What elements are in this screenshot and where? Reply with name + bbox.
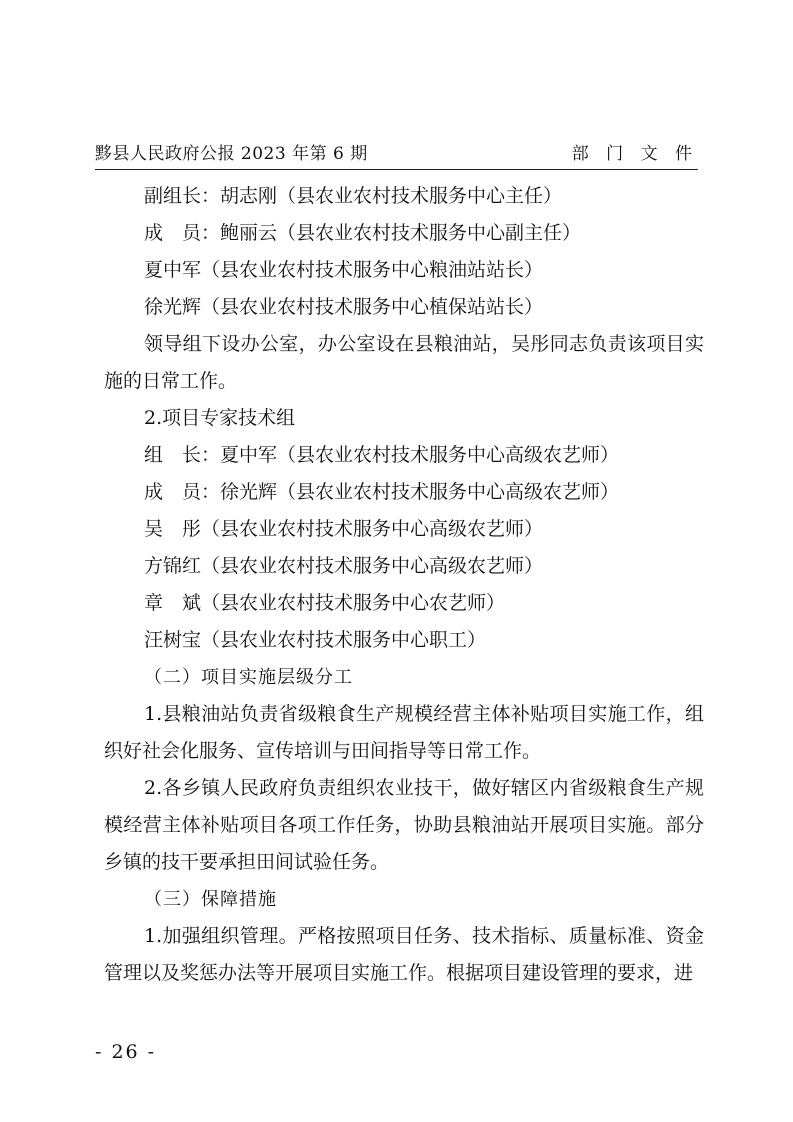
paragraph-member-1: 成 员：鲍丽云（县农业农村技术服务中心副主任）: [144, 222, 582, 244]
paragraph-expert-group-heading: 2.项目专家技术组: [144, 407, 296, 429]
paragraph-safeguard-1: 1.加强组织管理。严格按照项目任务、技术指标、质量标准、资金管理以及奖惩办法等开展项目实施工作。根据项目建设管理的要求，进: [104, 925, 704, 984]
paragraph-expert-leader: 组 长：夏中军（县农业农村技术服务中心高级农艺师）: [144, 444, 620, 466]
paragraph-work-2: 2.各乡镇人民政府负责组织农业技干，做好辖区内省级粮食生产规模经营主体补贴项目各项工作任务，协助县粮油站开展项目实施。部分乡镇的技干要承担田间试验任务。: [104, 777, 704, 873]
subheading-safeguards: （三）保障措施: [144, 889, 277, 910]
paragraph-member-3: 徐光辉（县农业农村技术服务中心植保站站长）: [144, 296, 544, 318]
paragraph-member-2: 夏中军（县农业农村技术服务中心粮油站站长）: [144, 259, 544, 281]
paragraph-expert-member-4: 章 斌（县农业农村技术服务中心农艺师）: [144, 592, 506, 614]
paragraph-expert-member-1: 成 员：徐光辉（县农业农村技术服务中心高级农艺师）: [144, 481, 620, 503]
paragraph-expert-member-2: 吴 彤（县农业农村技术服务中心高级农艺师）: [144, 518, 544, 540]
gazette-title: 黟县人民政府公报 2023 年第 6 期: [95, 144, 368, 164]
paragraph-office: 领导组下设办公室，办公室设在县粮油站，吴彤同志负责该项目实施的日常工作。: [104, 333, 704, 392]
paragraph-expert-member-5: 汪树宝（县农业农村技术服务中心职工）: [144, 629, 487, 651]
document-body: [104, 178, 704, 992]
page-number: - 26 -: [95, 1041, 157, 1063]
paragraph-deputy-leader: 副组长：胡志刚（县农业农村技术服务中心主任）: [144, 185, 563, 207]
page-header: [95, 141, 698, 170]
subheading-division-of-work: （二）项目实施层级分工: [144, 667, 353, 688]
paragraph-expert-member-3: 方锦红（县农业农村技术服务中心高级农艺师）: [144, 555, 544, 577]
paragraph-work-1: 1.县粮油站负责省级粮食生产规模经营主体补贴项目实施工作，组织好社会化服务、宣传培训与田间指导等日常工作。: [104, 703, 704, 762]
section-label: 部 门 文 件: [571, 144, 698, 164]
